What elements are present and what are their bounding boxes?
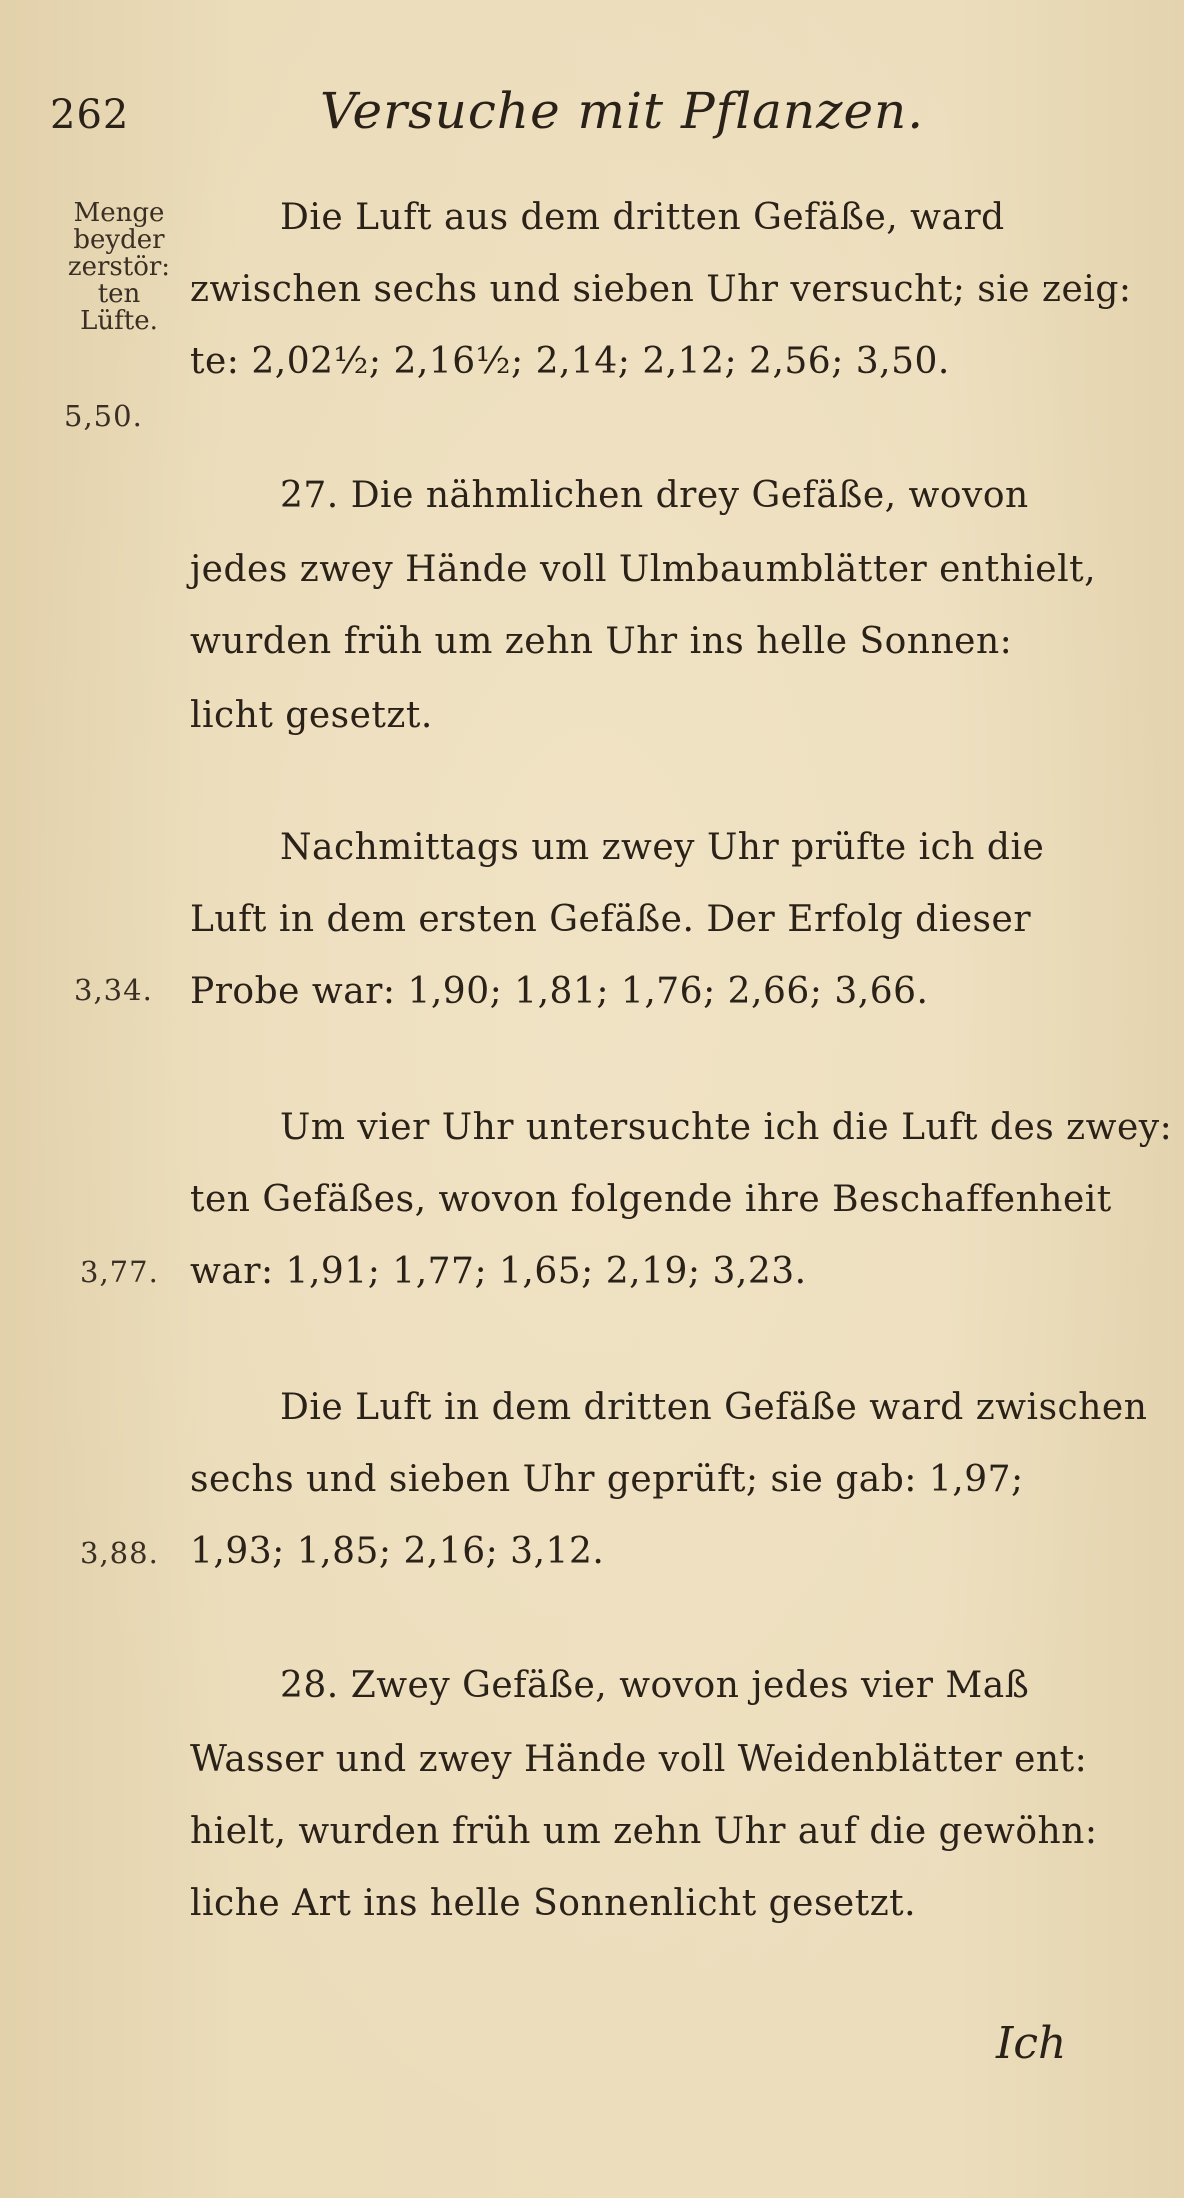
text-line: Die Luft in dem dritten Gefäße ward zwischen (280, 1387, 1148, 1428)
margin-note-line: zerstör: (67, 252, 171, 282)
margin-note-line: Menge (73, 198, 165, 228)
text-line: Die Luft aus dem dritten Gefäße, ward (280, 197, 1005, 238)
margin-value: 3,34. (74, 973, 153, 1007)
text-line: jedes zwey Hände voll Ulmbaumblätter enthielt, (190, 549, 1097, 590)
text-line: te: 2,02½; 2,16½; 2,14; 2,12; 2,56; 3,50. (190, 341, 950, 382)
page-header (50, 78, 1130, 148)
text-line: Wasser und zwey Hände voll Weidenblätter ent: (190, 1739, 1088, 1780)
text-line: wurden früh um zehn Uhr ins helle Sonnen: (190, 621, 1013, 662)
text-line: licht gesetzt. (190, 695, 433, 736)
page-number: 262 (50, 92, 130, 138)
text-line: 27. Die nähmlichen drey Gefäße, wovon (280, 475, 1029, 516)
text-line: Nachmittags um zwey Uhr prüfte ich die (280, 827, 1045, 868)
text-line: 1,93; 1,85; 2,16; 3,12. (190, 1531, 605, 1572)
margin-note-line: ten (97, 279, 141, 309)
text-line: Um vier Uhr untersuchte ich die Luft des zwey: (280, 1107, 1173, 1148)
margin-note (44, 200, 194, 335)
text-line: sechs und sieben Uhr geprüft; sie gab: 1,97; (190, 1459, 1024, 1500)
text-line: Probe war: 1,90; 1,81; 1,76; 2,66; 3,66. (190, 971, 929, 1012)
margin-value: 5,50. (64, 399, 143, 433)
margin-value: 3,77. (80, 1255, 159, 1289)
text-line: liche Art ins helle Sonnenlicht gesetzt. (190, 1883, 917, 1924)
margin-note-line: beyder (73, 225, 165, 255)
text-line: ten Gefäßes, wovon folgende ihre Beschaffenheit (190, 1179, 1112, 1220)
margin-value: 3,88. (80, 1536, 159, 1570)
text-line: war: 1,91; 1,77; 1,65; 2,19; 3,23. (190, 1251, 807, 1292)
text-line: hielt, wurden früh um zehn Uhr auf die gewöhn: (190, 1811, 1098, 1852)
text-line: 28. Zwey Gefäße, wovon jedes vier Maß (280, 1665, 1030, 1706)
text-line: zwischen sechs und sieben Uhr versucht; sie zeig: (190, 269, 1132, 310)
margin-note-line: Lüfte. (80, 306, 158, 336)
catchword: Ich (996, 2018, 1067, 2069)
text-line: Luft in dem ersten Gefäße. Der Erfolg dieser (190, 899, 1032, 940)
running-title: Versuche mit Pflanzen. (320, 82, 925, 140)
